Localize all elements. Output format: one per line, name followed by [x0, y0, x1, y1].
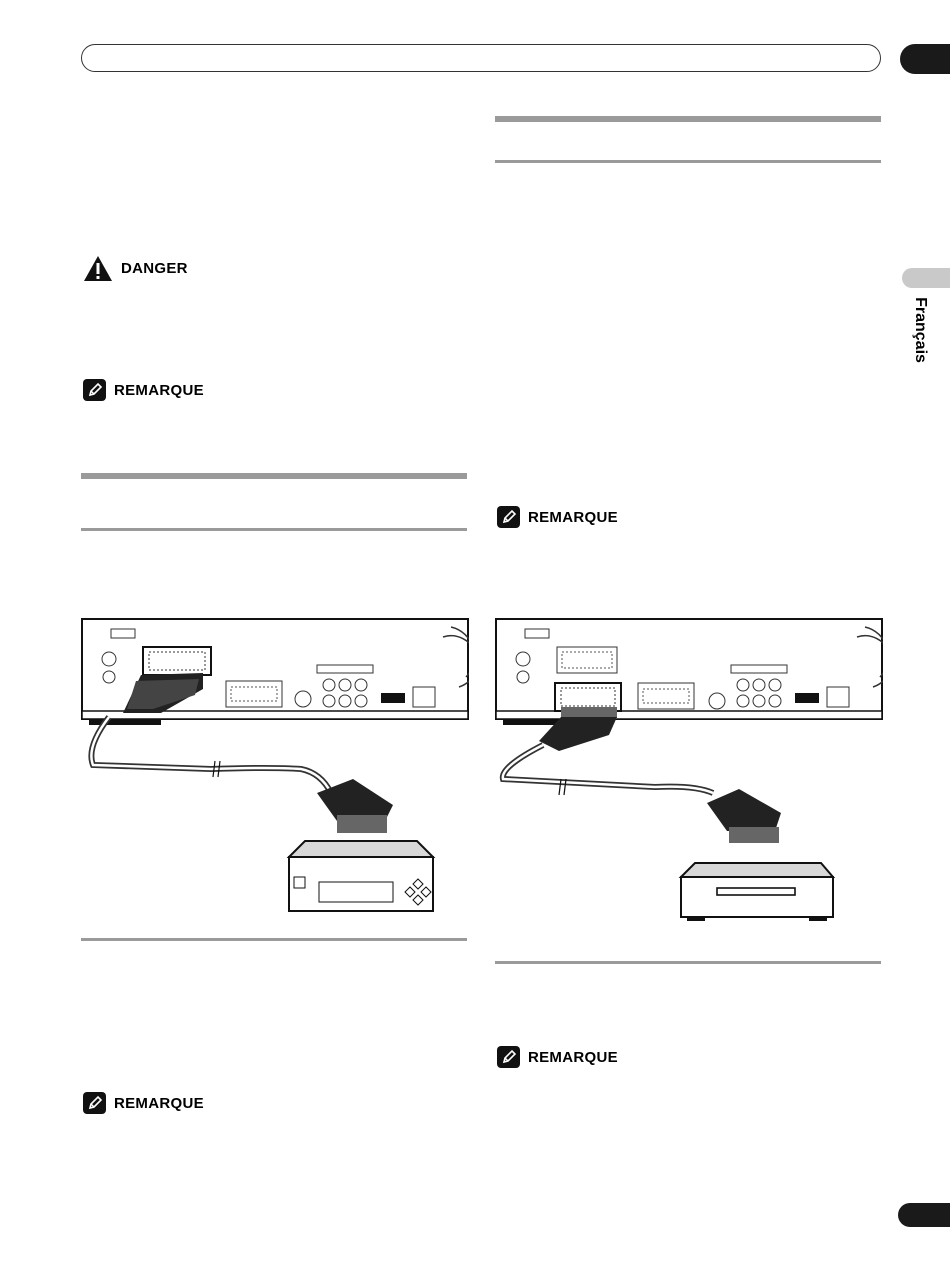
connection-diagram-device — [495, 617, 883, 927]
language-label: Français — [912, 297, 929, 363]
chapter-tab — [900, 44, 950, 74]
note-notice-left-1 — [83, 379, 204, 401]
note-label: REMARQUE — [114, 1094, 204, 1112]
note-label: REMARQUE — [528, 1048, 618, 1066]
header-bar — [81, 44, 881, 72]
dvd-device — [681, 863, 833, 921]
note-label: REMARQUE — [528, 508, 618, 526]
vcr-device — [289, 841, 433, 911]
rear-panel — [496, 619, 883, 725]
danger-label: DANGER — [121, 260, 188, 277]
danger-notice — [83, 255, 188, 282]
note-pencil-icon — [83, 379, 106, 401]
note-pencil-icon — [497, 1046, 520, 1068]
section-rule-top — [81, 473, 467, 479]
section-rule-bottom — [81, 528, 467, 531]
section-rule-mid-right — [495, 961, 881, 964]
scart-plug-bottom — [707, 789, 781, 843]
note-pencil-icon — [83, 1092, 106, 1114]
note-label: REMARQUE — [114, 381, 204, 399]
warning-triangle-icon — [83, 255, 113, 282]
note-notice-right-2 — [497, 1046, 618, 1068]
section-rule-mid — [81, 938, 467, 941]
note-notice-left-2 — [83, 1092, 204, 1114]
connection-diagram-vcr — [81, 617, 469, 917]
section-rule-top-right — [495, 116, 881, 122]
page-number-tab — [898, 1203, 950, 1227]
note-notice-right-1 — [497, 506, 618, 528]
note-pencil-icon — [497, 506, 520, 528]
section-rule-bottom-right — [495, 160, 881, 163]
